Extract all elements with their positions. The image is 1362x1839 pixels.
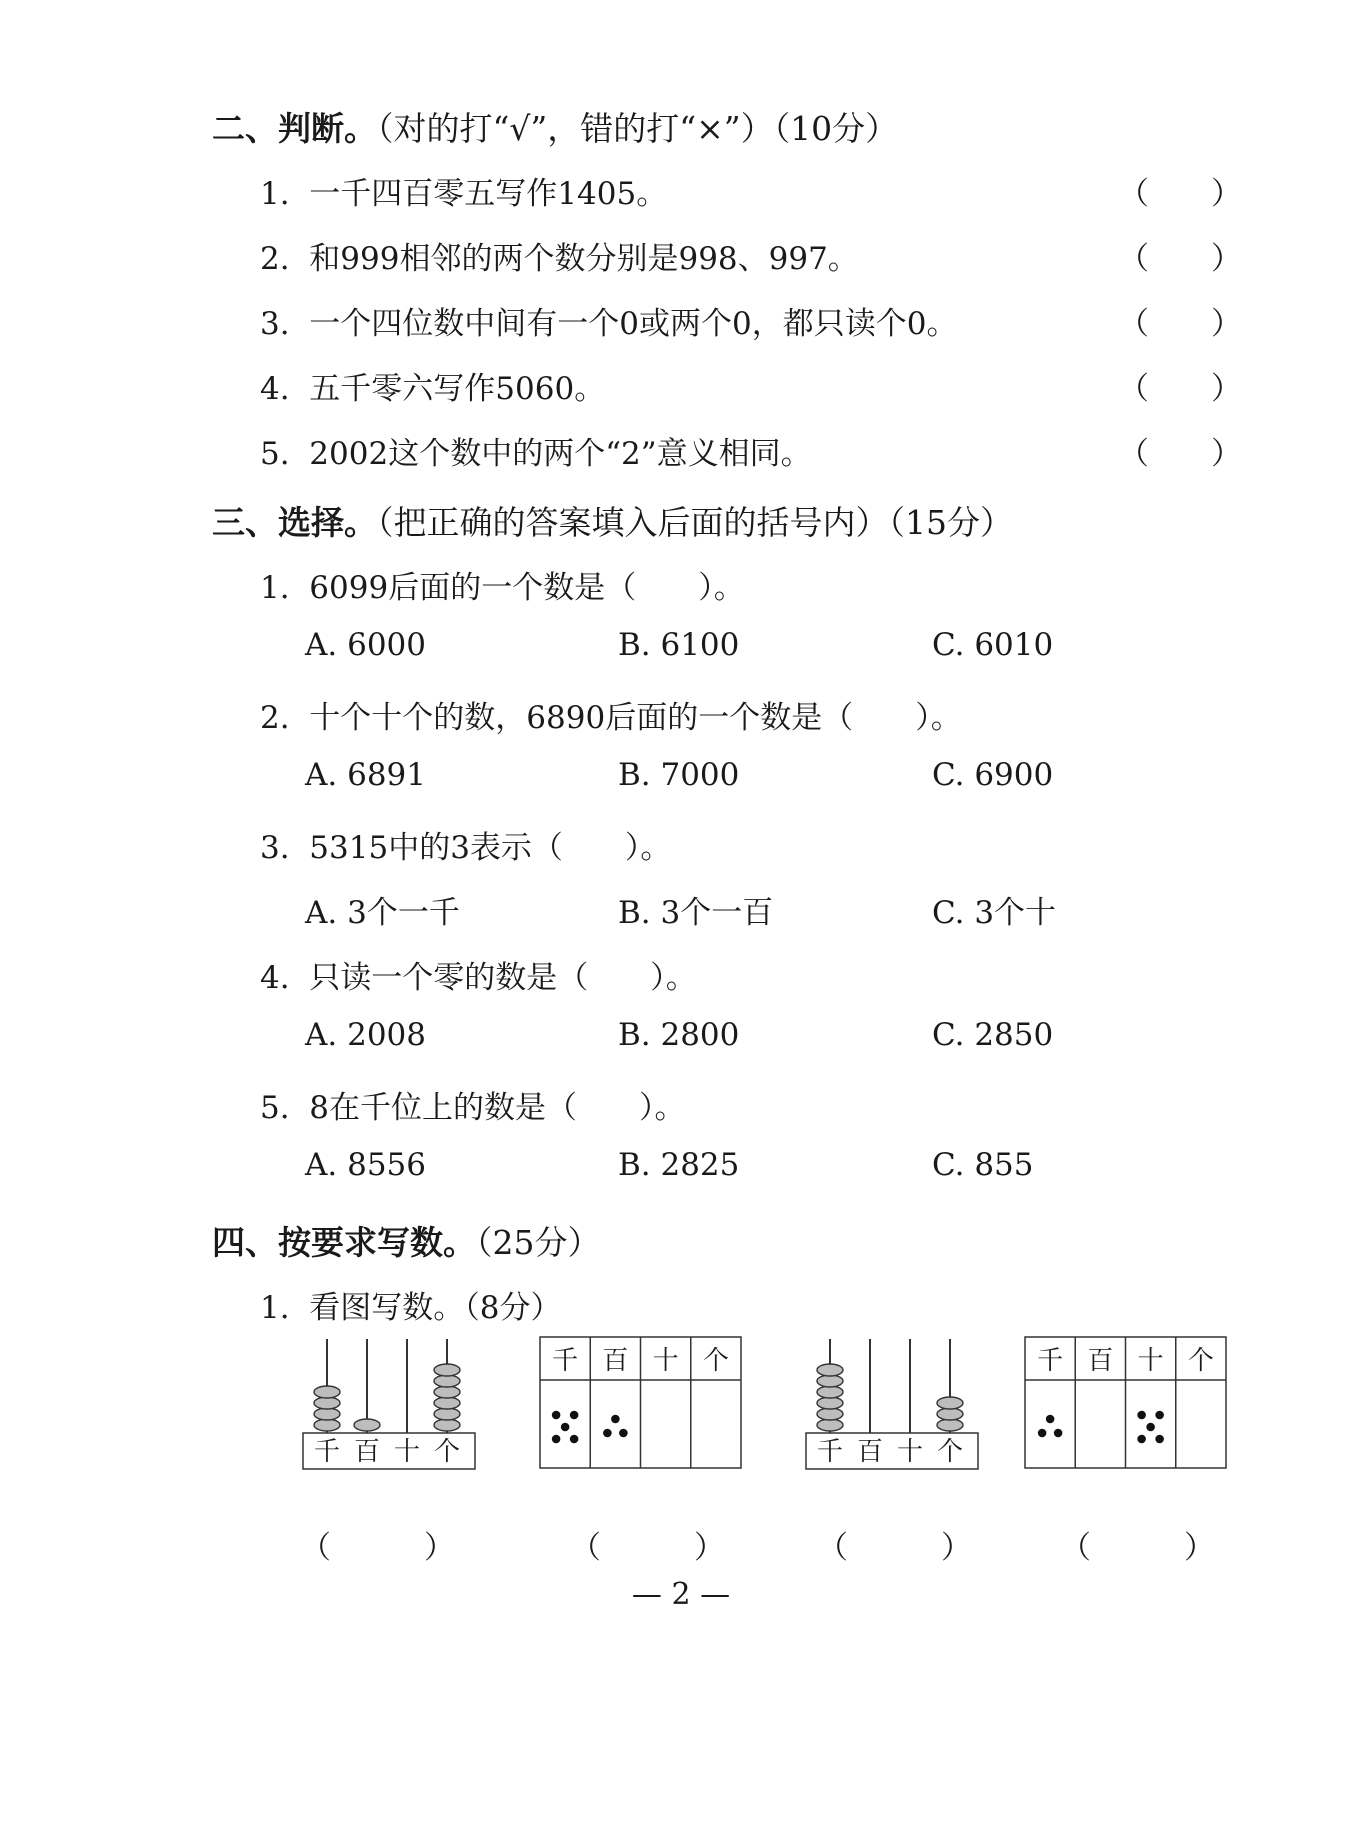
question-number: 3. (260, 830, 290, 866)
counter-dot (1054, 1429, 1063, 1438)
section-2-title: 二、判断。 (212, 109, 377, 148)
counter-dot (611, 1415, 620, 1424)
item-number: 1. (260, 176, 290, 212)
abacus-bead (434, 1397, 460, 1409)
choice-option[interactable]: A. 3个一千 (305, 895, 460, 931)
answer-parentheses[interactable]: （ ） (1118, 306, 1242, 342)
abacus-bead (937, 1397, 963, 1409)
item-number: 4. (260, 371, 290, 407)
judgement-item (260, 428, 812, 473)
item-number: 3. (260, 306, 290, 342)
judgement-item (260, 233, 859, 278)
place-label: 百 (856, 1437, 884, 1467)
item-text: 一个四位数中间有一个0或两个0，都只读个0。 (309, 306, 958, 342)
question-text: 十个十个的数，6890后面的一个数是（ ）。 (309, 700, 962, 736)
place-label: 百 (602, 1346, 629, 1376)
choice-option[interactable]: B. 3个一百 (618, 895, 774, 931)
answer-parentheses[interactable]: （ ） (1118, 241, 1242, 277)
abacus-bead (354, 1419, 380, 1431)
choice-option[interactable]: B. 7000 (618, 757, 740, 793)
choice-option[interactable]: C. 855 (932, 1147, 1034, 1183)
place-label: 千 (1037, 1346, 1064, 1376)
question-number: 1. (260, 1290, 290, 1326)
choice-option[interactable]: C. 3个十 (932, 895, 1057, 931)
section-4-question-1 (260, 1282, 562, 1327)
place-label: 个 (433, 1437, 461, 1467)
choice-option[interactable]: C. 6900 (932, 757, 1054, 793)
section-2-heading (212, 103, 898, 150)
counter-dot (1155, 1411, 1164, 1420)
abacus-bead (314, 1419, 340, 1431)
abacus-bead (434, 1419, 460, 1431)
question-number: 4. (260, 960, 290, 996)
place-label: 个 (702, 1346, 729, 1376)
counter-dot (1137, 1411, 1146, 1420)
abacus-bead (434, 1364, 460, 1376)
item-number: 5. (260, 436, 290, 472)
counter-dot (619, 1429, 628, 1438)
counter-dot (603, 1429, 612, 1438)
place-label: 十 (652, 1346, 679, 1376)
abacus-bead (434, 1408, 460, 1420)
question-text: 只读一个零的数是（ ）。 (309, 960, 697, 996)
choice-option[interactable]: A. 2008 (305, 1017, 426, 1053)
answer-blank[interactable]: （ ） (570, 1530, 725, 1566)
question-number: 5. (260, 1090, 290, 1126)
question-text: 5315中的3表示（ ）。 (309, 830, 672, 866)
abacus-bead (314, 1408, 340, 1420)
abacus-bead (314, 1397, 340, 1409)
place-label: 千 (816, 1437, 844, 1467)
question-number: 1. (260, 570, 290, 606)
counter-dot (552, 1411, 561, 1420)
choice-option[interactable]: B. 2800 (618, 1017, 740, 1053)
abacus-bead (817, 1386, 843, 1398)
judgement-item (260, 168, 667, 213)
abacus-bead (817, 1419, 843, 1431)
choice-question (260, 692, 962, 737)
counter-dot (1155, 1435, 1164, 1444)
place-label: 十 (393, 1437, 421, 1467)
abacus-bead (314, 1386, 340, 1398)
abacus-bead (817, 1408, 843, 1420)
counter-board-figure (1023, 1335, 1228, 1470)
question-number: 2. (260, 700, 290, 736)
counter-dot (1038, 1429, 1047, 1438)
answer-blank[interactable]: （ ） (817, 1530, 972, 1566)
abacus-figure (803, 1335, 983, 1470)
abacus-bead (434, 1386, 460, 1398)
page-number: — 2 — (631, 1577, 731, 1612)
counter-board-figure (538, 1335, 743, 1470)
choice-option[interactable]: C. 2850 (932, 1017, 1054, 1053)
abacus-bead (817, 1397, 843, 1409)
item-number: 2. (260, 241, 290, 277)
section-4-note: （25分） (476, 1223, 601, 1262)
abacus-bead (937, 1419, 963, 1431)
choice-question (260, 952, 697, 997)
place-label: 个 (1187, 1346, 1214, 1376)
question-text: 看图写数。（8分） (309, 1290, 562, 1326)
counter-dot (1137, 1435, 1146, 1444)
item-text: 2002这个数中的两个“2”意义相同。 (309, 436, 812, 472)
section-4-heading (212, 1217, 601, 1264)
place-label: 百 (353, 1437, 381, 1467)
choice-option[interactable]: B. 2825 (618, 1147, 740, 1183)
choice-question (260, 562, 745, 607)
choice-option[interactable]: A. 6891 (305, 757, 426, 793)
place-label: 十 (896, 1437, 924, 1467)
abacus-figure (300, 1335, 480, 1470)
counter-dot (1046, 1415, 1055, 1424)
question-text: 6099后面的一个数是（ ）。 (309, 570, 745, 606)
place-label: 百 (1087, 1346, 1114, 1376)
abacus-bead (817, 1375, 843, 1387)
judgement-item (260, 363, 605, 408)
item-text: 五千零六写作5060。 (309, 371, 606, 407)
section-3-note: （把正确的答案填入后面的括号内）（15分） (377, 503, 1013, 542)
answer-blank[interactable]: （ ） (1060, 1530, 1215, 1566)
item-text: 一千四百零五写作1405。 (309, 176, 668, 212)
answer-parentheses[interactable]: （ ） (1118, 436, 1242, 472)
choice-question (260, 822, 671, 867)
section-2-note: （对的打“√”，错的打“×”）（10分） (377, 109, 899, 148)
item-text: 和999相邻的两个数分别是998、997。 (309, 241, 859, 277)
place-label: 千 (552, 1346, 579, 1376)
counter-dot (552, 1435, 561, 1444)
choice-option[interactable]: C. 6010 (932, 627, 1054, 663)
answer-parentheses[interactable]: （ ） (1118, 176, 1242, 212)
place-label: 千 (313, 1437, 341, 1467)
abacus-bead (817, 1364, 843, 1376)
abacus-bead (434, 1375, 460, 1387)
choice-option[interactable]: A. 6000 (305, 627, 426, 663)
place-label: 个 (936, 1437, 964, 1467)
question-text: 8在千位上的数是（ ）。 (309, 1090, 686, 1126)
counter-dot (1146, 1423, 1155, 1432)
counter-dot (561, 1423, 570, 1432)
answer-parentheses[interactable]: （ ） (1118, 371, 1242, 407)
judgement-item (260, 298, 957, 343)
section-3-heading (212, 497, 1013, 544)
abacus-bead (937, 1408, 963, 1420)
counter-dot (570, 1411, 579, 1420)
choice-option[interactable]: B. 6100 (618, 627, 740, 663)
section-4-title: 四、按要求写数。 (212, 1223, 476, 1262)
section-3-title: 三、选择。 (212, 503, 377, 542)
place-label: 十 (1137, 1346, 1164, 1376)
answer-blank[interactable]: （ ） (300, 1530, 455, 1566)
counter-dot (570, 1435, 579, 1444)
choice-option[interactable]: A. 8556 (305, 1147, 426, 1183)
choice-question (260, 1082, 686, 1127)
